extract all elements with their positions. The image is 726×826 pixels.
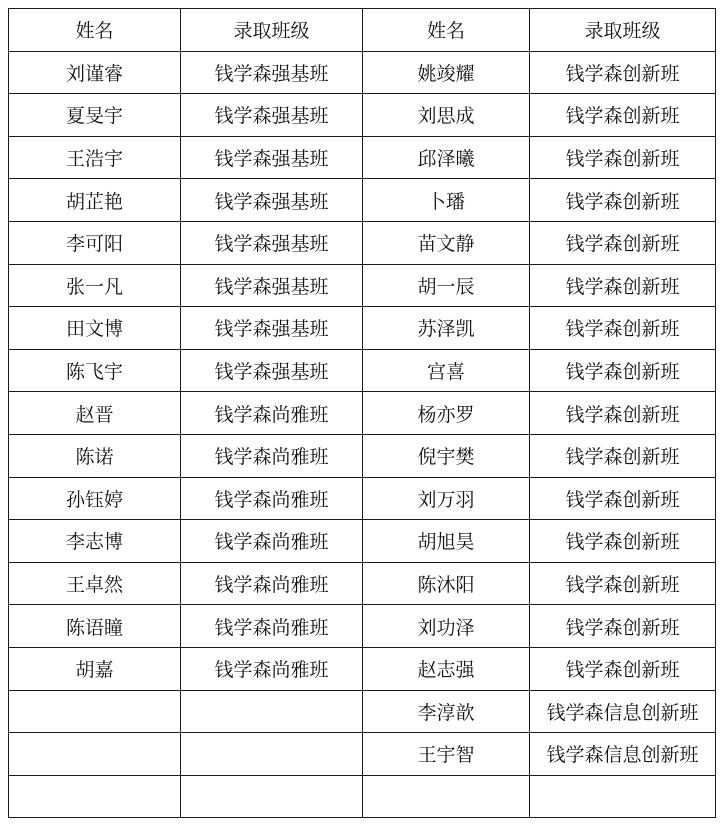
cell-class-right: 钱学森创新班 bbox=[530, 179, 716, 222]
table-row bbox=[9, 392, 716, 435]
table-row bbox=[9, 605, 716, 648]
table-row bbox=[9, 690, 716, 733]
cell-name-left bbox=[9, 733, 181, 776]
cell-name-right: 胡一辰 bbox=[363, 264, 530, 307]
cell-name-left: 刘谨睿 bbox=[9, 51, 181, 94]
table-row bbox=[9, 349, 716, 392]
cell-class-left: 钱学森强基班 bbox=[181, 307, 363, 350]
cell-name-right: 李淳歆 bbox=[363, 690, 530, 733]
cell-name-right: 卜璠 bbox=[363, 179, 530, 222]
table-body bbox=[9, 51, 716, 818]
table-row bbox=[9, 221, 716, 264]
cell-class-left bbox=[181, 775, 363, 818]
cell-name-right: 苏泽凯 bbox=[363, 307, 530, 350]
cell-class-left: 钱学森强基班 bbox=[181, 349, 363, 392]
admission-table bbox=[8, 8, 716, 818]
cell-class-left bbox=[181, 733, 363, 776]
cell-class-left: 钱学森尚雅班 bbox=[181, 434, 363, 477]
table-row bbox=[9, 94, 716, 137]
table-row bbox=[9, 775, 716, 818]
cell-name-left: 夏旻宇 bbox=[9, 94, 181, 137]
cell-name-left bbox=[9, 690, 181, 733]
cell-class-right: 钱学森创新班 bbox=[530, 605, 716, 648]
header-name-left: 姓名 bbox=[9, 9, 181, 52]
cell-name-left: 张一凡 bbox=[9, 264, 181, 307]
cell-class-right: 钱学森创新班 bbox=[530, 349, 716, 392]
cell-name-right: 胡旭昊 bbox=[363, 520, 530, 563]
cell-class-right: 钱学森创新班 bbox=[530, 647, 716, 690]
header-class-left: 录取班级 bbox=[181, 9, 363, 52]
cell-name-left: 胡芷艳 bbox=[9, 179, 181, 222]
cell-name-left: 陈诺 bbox=[9, 434, 181, 477]
cell-name-right: 刘思成 bbox=[363, 94, 530, 137]
cell-class-right: 钱学森信息创新班 bbox=[530, 690, 716, 733]
cell-class-right: 钱学森信息创新班 bbox=[530, 733, 716, 776]
cell-name-left: 李志博 bbox=[9, 520, 181, 563]
cell-name-right bbox=[363, 775, 530, 818]
cell-class-right: 钱学森创新班 bbox=[530, 264, 716, 307]
cell-name-right: 陈沐阳 bbox=[363, 562, 530, 605]
header-name-right: 姓名 bbox=[363, 9, 530, 52]
table-row bbox=[9, 136, 716, 179]
cell-class-right: 钱学森创新班 bbox=[530, 136, 716, 179]
cell-class-left: 钱学森尚雅班 bbox=[181, 562, 363, 605]
cell-class-left: 钱学森强基班 bbox=[181, 179, 363, 222]
header-class-right: 录取班级 bbox=[530, 9, 716, 52]
table-row bbox=[9, 434, 716, 477]
cell-class-right: 钱学森创新班 bbox=[530, 562, 716, 605]
cell-class-right bbox=[530, 775, 716, 818]
cell-name-right: 倪宇樊 bbox=[363, 434, 530, 477]
cell-name-right: 苗文静 bbox=[363, 221, 530, 264]
table-row bbox=[9, 307, 716, 350]
cell-class-left: 钱学森强基班 bbox=[181, 264, 363, 307]
cell-name-right: 宫喜 bbox=[363, 349, 530, 392]
table-row bbox=[9, 51, 716, 94]
cell-name-left: 孙钰婷 bbox=[9, 477, 181, 520]
table-row bbox=[9, 264, 716, 307]
table-row bbox=[9, 520, 716, 563]
cell-name-right: 刘功泽 bbox=[363, 605, 530, 648]
cell-name-left: 赵晋 bbox=[9, 392, 181, 435]
cell-class-right: 钱学森创新班 bbox=[530, 51, 716, 94]
cell-class-right: 钱学森创新班 bbox=[530, 434, 716, 477]
cell-name-left: 田文博 bbox=[9, 307, 181, 350]
cell-name-left: 王浩宇 bbox=[9, 136, 181, 179]
cell-class-right: 钱学森创新班 bbox=[530, 520, 716, 563]
cell-name-right: 姚竣耀 bbox=[363, 51, 530, 94]
cell-class-left: 钱学森强基班 bbox=[181, 221, 363, 264]
cell-class-right: 钱学森创新班 bbox=[530, 94, 716, 137]
cell-name-left: 陈飞宇 bbox=[9, 349, 181, 392]
cell-class-left: 钱学森尚雅班 bbox=[181, 605, 363, 648]
cell-class-left: 钱学森强基班 bbox=[181, 51, 363, 94]
table-row bbox=[9, 179, 716, 222]
cell-name-right: 杨亦罗 bbox=[363, 392, 530, 435]
cell-name-right: 王宇智 bbox=[363, 733, 530, 776]
cell-class-left: 钱学森强基班 bbox=[181, 94, 363, 137]
cell-name-left: 李可阳 bbox=[9, 221, 181, 264]
cell-name-left: 王卓然 bbox=[9, 562, 181, 605]
cell-class-left bbox=[181, 690, 363, 733]
cell-name-left: 胡嘉 bbox=[9, 647, 181, 690]
cell-name-right: 刘万羽 bbox=[363, 477, 530, 520]
cell-class-right: 钱学森创新班 bbox=[530, 307, 716, 350]
cell-name-right: 赵志强 bbox=[363, 647, 530, 690]
cell-class-right: 钱学森创新班 bbox=[530, 392, 716, 435]
table-row bbox=[9, 647, 716, 690]
cell-class-right: 钱学森创新班 bbox=[530, 477, 716, 520]
cell-class-right: 钱学森创新班 bbox=[530, 221, 716, 264]
cell-class-left: 钱学森尚雅班 bbox=[181, 647, 363, 690]
cell-name-left: 陈语瞳 bbox=[9, 605, 181, 648]
table-row bbox=[9, 562, 716, 605]
cell-class-left: 钱学森尚雅班 bbox=[181, 477, 363, 520]
cell-class-left: 钱学森尚雅班 bbox=[181, 392, 363, 435]
cell-class-left: 钱学森尚雅班 bbox=[181, 520, 363, 563]
header-row bbox=[9, 9, 716, 52]
cell-name-left bbox=[9, 775, 181, 818]
table-row bbox=[9, 477, 716, 520]
cell-name-right: 邱泽曦 bbox=[363, 136, 530, 179]
cell-class-left: 钱学森强基班 bbox=[181, 136, 363, 179]
table-row bbox=[9, 733, 716, 776]
